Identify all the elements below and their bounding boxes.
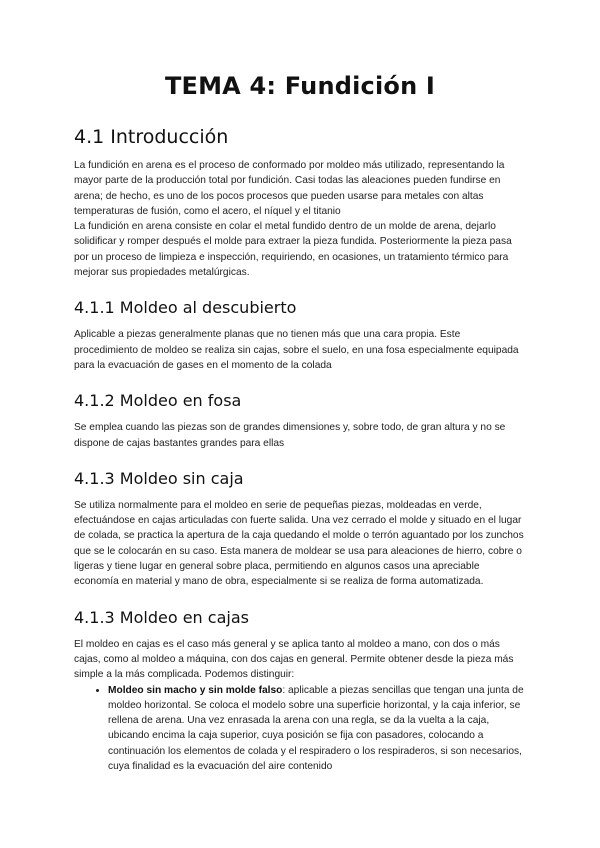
bullet-list [74, 683, 526, 775]
list-item-text: : aplicable a piezas sencillas que tengan una junta de moldeo horizontal. Se coloca el modelo sobre una superficie horizontal, y la caja inferior, se rellena de arena. Una vez enrasada la arena con una regla, se da la vuelta a la caja, ubicando encima la caja superior, cuya posición se fija con pasadores, colocando a continuación los elementos de colada y el respiradero o los respiraderos, si son necesarios, cuya finalidad es la evacuación del aire contenido [108, 684, 524, 773]
document-title: TEMA 4: Fundición I [164, 72, 436, 100]
paragraph: El moldeo en cajas es el caso más general y se aplica tanto al moldeo a mano, con dos o más cajas, como al moldeo a máquina, con dos cajas en general. Permite obtener desde la pieza más simple a la más complicada. Podemos distinguir: [74, 638, 514, 681]
section-introduccion [74, 126, 526, 280]
subsection-heading: 4.1.3 Moldeo sin caja [74, 468, 244, 488]
section-moldeo-en-fosa [74, 391, 526, 451]
section-heading: 4.1 Introducción [74, 126, 229, 148]
paragraph: La fundición en arena consiste en colar el metal fundido dentro de un molde de arena, dejarlo solidificar y romper después el molde para extraer la pieza fundida. Posteriormente la pieza pasa por un proceso de limpieza e inspección, requiriendo, en ocasiones, un tratamiento térmico para mejorar sus propiedades metalúrgicas. [74, 221, 512, 279]
section-moldeo-en-cajas [74, 608, 526, 775]
list-item-term: Moldeo sin macho y sin molde falso [108, 684, 283, 696]
subsection-heading: 4.1.2 Moldeo en fosa [74, 391, 242, 411]
paragraph: Se utiliza normalmente para el moldeo en serie de pequeñas piezas, moldeadas en verde, efectuándose en cajas articuladas con fuerte salida. Una vez cerrado el molde y situado en el lugar de colada, se practica la apertura de la caja quedando el molde o terrón aguantado por los zunchos que se le colocarán en su caso. Esta manera de moldear se usa para aleaciones de hierro, cobre o ligeras y tiene lugar en general sobre placa, permitiendo en algunos casos una apreciable economía en material y mano de obra, especialmente si se realiza de forma automatizada. [74, 499, 524, 588]
paragraph: Aplicable a piezas generalmente planas que no tienen más que una cara propia. Este procedimiento de moldeo se realiza sin cajas, sobre el suelo, en una fosa especialmente equipada para la evacuación de gases en el momento de la colada [74, 329, 519, 371]
section-moldeo-al-descubierto [74, 298, 526, 373]
subsection-heading: 4.1.1 Moldeo al descubierto [74, 298, 297, 318]
paragraph: La fundición en arena es el proceso de conformado por moldeo más utilizado, representando la mayor parte de la producción total por fundición. Casi todas las aleaciones pueden fundirse en arena; de hecho, es uno de los pocos procesos que pueden usarse para metales con altas temperaturas de fusión, como el acero, el níquel y el titanio [74, 160, 505, 217]
subsection-heading: 4.1.3 Moldeo en cajas [74, 607, 249, 627]
paragraph: Se emplea cuando las piezas son de grandes dimensiones y, sobre todo, de gran altura y no se dispone de cajas bastantes grandes para ellas [74, 422, 506, 449]
section-moldeo-sin-caja [74, 469, 526, 590]
list-item [108, 683, 526, 775]
